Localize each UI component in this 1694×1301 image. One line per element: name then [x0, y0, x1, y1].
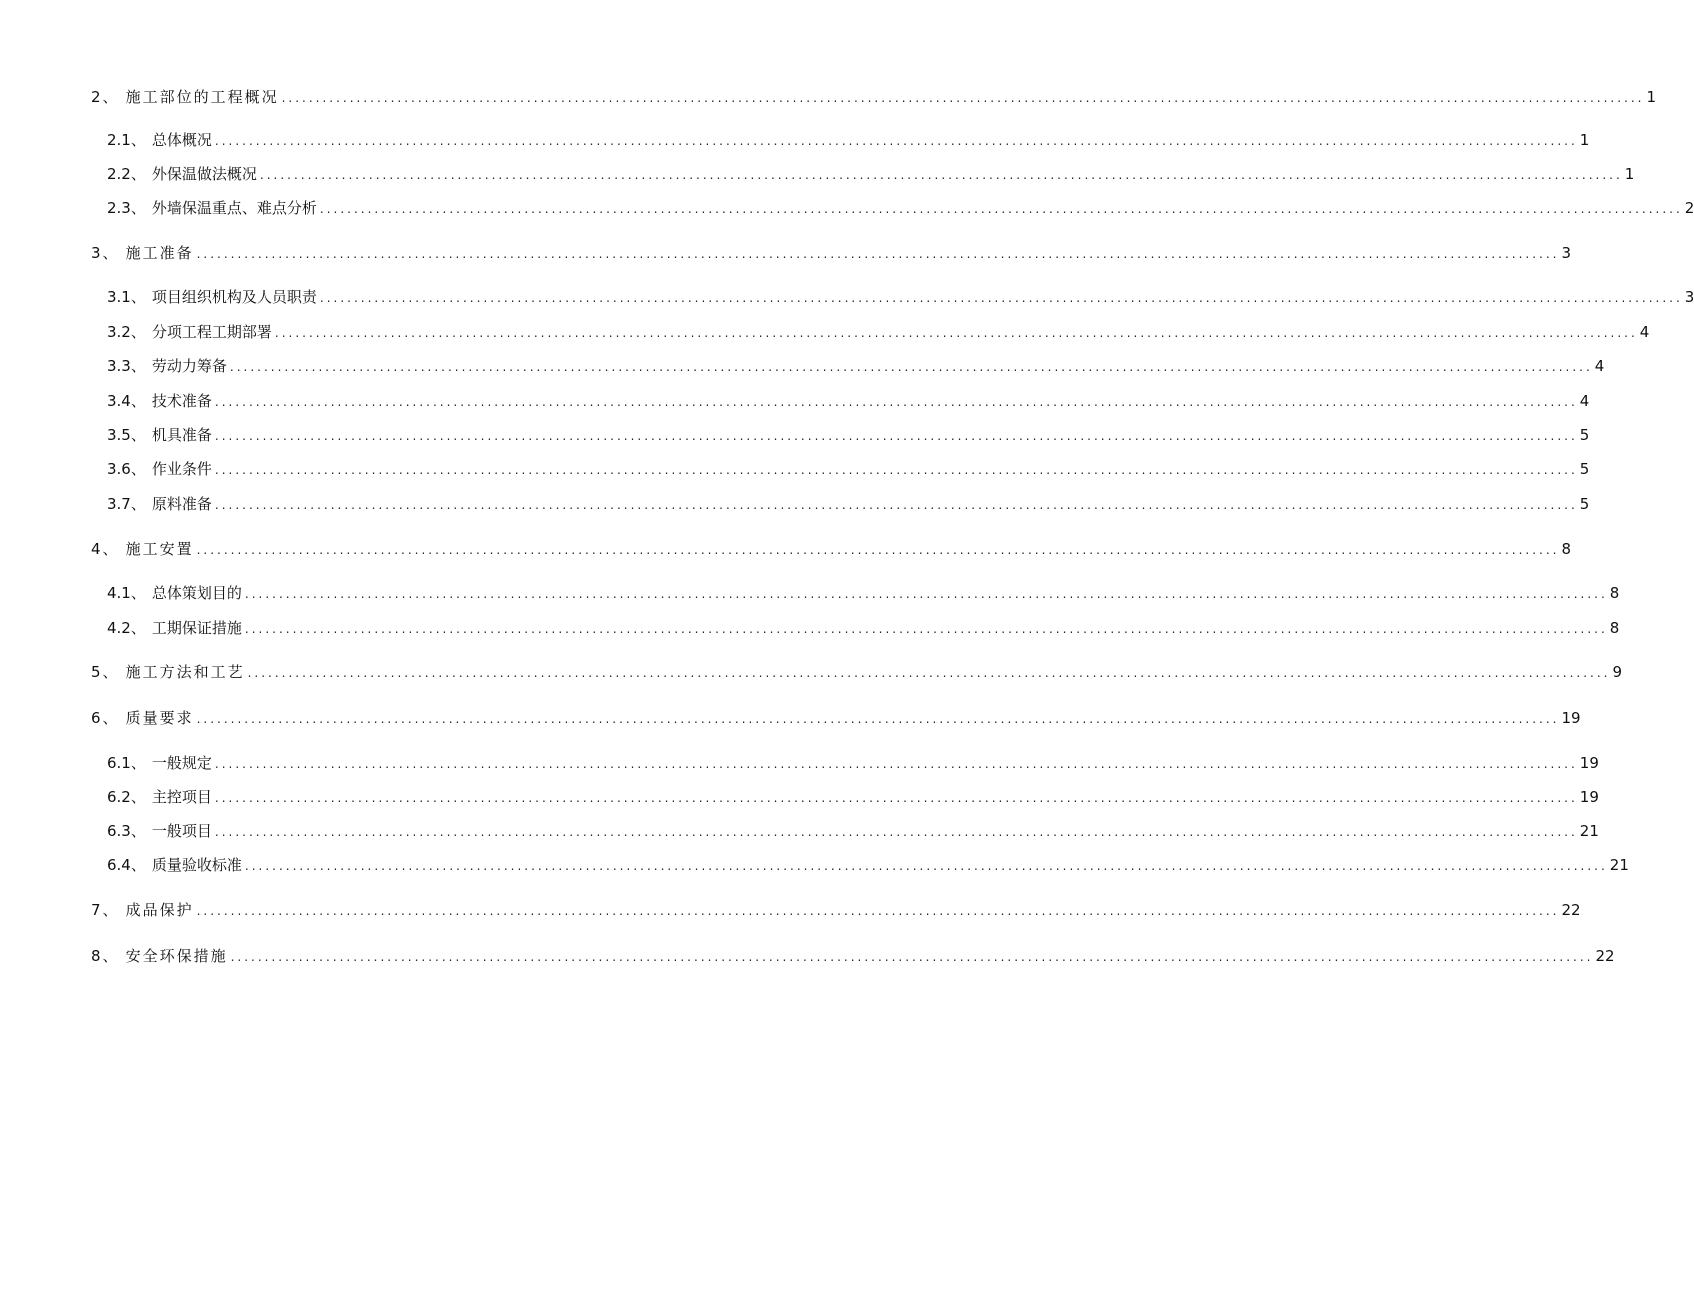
toc-page-number: 1 — [1646, 88, 1657, 106]
toc-page-number: 19 — [1579, 754, 1599, 772]
toc-title: 施工准备 — [125, 244, 194, 262]
toc-separator: 、 — [102, 947, 120, 965]
toc-separator: 、 — [130, 357, 146, 375]
toc-entry[interactable] — [91, 538, 1572, 560]
toc-entry[interactable] — [91, 242, 1572, 264]
toc-number: 3.6 — [107, 460, 131, 478]
toc-leader-dots: ........................................................................................................................................................................................................ — [244, 859, 1608, 873]
toc-page-number: 21 — [1609, 856, 1629, 874]
toc-leader-dots: ........................................................................................................................................................................................................ — [214, 429, 1578, 443]
toc-entry[interactable] — [107, 820, 1599, 842]
toc-leader-dots: ........................................................................................................................................................................................................ — [244, 587, 1608, 601]
toc-leader-dots: ........................................................................................................................................................................................................ — [247, 666, 1611, 680]
toc-leader-dots: ........................................................................................................................................................................................................ — [214, 791, 1578, 805]
toc-page-number: 5 — [1579, 426, 1590, 444]
toc-entry[interactable] — [107, 458, 1590, 480]
toc-number: 6.3 — [107, 822, 131, 840]
toc-entry[interactable] — [107, 321, 1650, 343]
toc-leader-dots: ........................................................................................................................................................................................................ — [196, 247, 1560, 261]
toc-entry[interactable] — [107, 163, 1635, 185]
toc-separator: 、 — [130, 495, 146, 513]
toc-entry[interactable] — [107, 854, 1629, 876]
toc-separator: 、 — [130, 288, 146, 306]
toc-number: 3.2 — [107, 323, 131, 341]
toc-page-number: 8 — [1609, 584, 1620, 602]
toc-separator: 、 — [130, 426, 146, 444]
toc-title: 施工安置 — [125, 540, 194, 558]
toc-leader-dots: ........................................................................................................................................................................................................ — [274, 326, 1638, 340]
toc-entry[interactable] — [107, 424, 1590, 446]
toc-page-number: 9 — [1612, 663, 1623, 681]
toc-page-number: 4 — [1639, 323, 1650, 341]
toc-title: 质量验收标准 — [151, 856, 242, 874]
toc-separator: 、 — [102, 88, 120, 106]
toc-title: 主控项目 — [151, 788, 212, 806]
toc-separator: 、 — [130, 788, 146, 806]
toc-page-number: 4 — [1594, 357, 1605, 375]
toc-title: 安全环保措施 — [125, 947, 228, 965]
toc-entry[interactable] — [107, 582, 1620, 604]
toc-number: 2 — [91, 88, 103, 106]
toc-page-number: 4 — [1579, 392, 1590, 410]
toc-leader-dots: ........................................................................................................................................................................................................ — [214, 463, 1578, 477]
toc-leader-dots: ........................................................................................................................................................................................................ — [214, 757, 1578, 771]
toc-page-number: 22 — [1595, 947, 1615, 965]
toc-number: 6.1 — [107, 754, 131, 772]
toc-title: 机具准备 — [151, 426, 212, 444]
toc-separator: 、 — [130, 199, 146, 217]
toc-page-number: 22 — [1561, 901, 1581, 919]
toc-entry[interactable] — [91, 661, 1623, 683]
toc-number: 6 — [91, 709, 103, 727]
toc-number: 2.2 — [107, 165, 131, 183]
toc-number: 3 — [91, 244, 103, 262]
toc-separator: 、 — [102, 663, 120, 681]
toc-title: 总体概况 — [151, 131, 212, 149]
toc-title: 外保温做法概况 — [151, 165, 257, 183]
toc-title: 作业条件 — [151, 460, 212, 478]
toc-page-number: 3 — [1561, 244, 1572, 262]
toc-title: 施工部位的工程概况 — [125, 88, 279, 106]
toc-page-number: 1 — [1624, 165, 1635, 183]
toc-number: 3.4 — [107, 392, 131, 410]
toc-leader-dots: ........................................................................................................................................................................................................ — [319, 291, 1683, 305]
toc-leader-dots: ........................................................................................................................................................................................................ — [229, 360, 1593, 374]
toc-entry[interactable] — [91, 945, 1615, 967]
toc-number: 4.2 — [107, 619, 131, 637]
toc-entry[interactable] — [107, 617, 1620, 639]
toc-number: 3.3 — [107, 357, 131, 375]
toc-title: 原料准备 — [151, 495, 212, 513]
toc-leader-dots: ........................................................................................................................................................................................................ — [196, 543, 1560, 557]
toc-page-number: 3 — [1684, 288, 1694, 306]
toc-leader-dots: ........................................................................................................................................................................................................ — [214, 134, 1578, 148]
toc-entry[interactable] — [91, 86, 1657, 108]
toc-number: 2.1 — [107, 131, 131, 149]
toc-page-number: 19 — [1561, 709, 1581, 727]
toc-title: 工期保证措施 — [151, 619, 242, 637]
toc-number: 3.7 — [107, 495, 131, 513]
toc-separator: 、 — [102, 901, 120, 919]
toc-separator: 、 — [102, 709, 120, 727]
toc-number: 8 — [91, 947, 103, 965]
toc-title: 成品保护 — [125, 901, 194, 919]
toc-entry[interactable] — [91, 899, 1581, 921]
toc-title: 分项工程工期部署 — [151, 323, 272, 341]
toc-page-number: 19 — [1579, 788, 1599, 806]
toc-number: 6.4 — [107, 856, 131, 874]
toc-leader-dots: ........................................................................................................................................................................................................ — [230, 950, 1594, 964]
toc-separator: 、 — [130, 619, 146, 637]
toc-leader-dots: ........................................................................................................................................................................................................ — [319, 202, 1683, 216]
toc-leader-dots: ........................................................................................................................................................................................................ — [214, 825, 1578, 839]
toc-separator: 、 — [102, 244, 120, 262]
toc-title: 外墙保温重点、难点分析 — [151, 199, 317, 217]
toc-separator: 、 — [130, 131, 146, 149]
toc-entry[interactable] — [91, 707, 1581, 729]
toc-page-number: 2 — [1684, 199, 1694, 217]
toc-separator: 、 — [102, 540, 120, 558]
toc-separator: 、 — [130, 754, 146, 772]
toc-entry[interactable] — [107, 197, 1694, 219]
toc-entry[interactable] — [107, 752, 1599, 774]
toc-page-number: 8 — [1609, 619, 1620, 637]
toc-number: 3.1 — [107, 288, 131, 306]
toc-entry[interactable] — [107, 129, 1590, 151]
toc-title: 总体策划目的 — [151, 584, 242, 602]
toc-page-number: 5 — [1579, 460, 1590, 478]
toc-leader-dots: ........................................................................................................................................................................................................ — [281, 91, 1645, 105]
toc-page-number: 21 — [1579, 822, 1599, 840]
toc-leader-dots: ........................................................................................................................................................................................................ — [196, 904, 1560, 918]
toc-separator: 、 — [130, 822, 146, 840]
toc-separator: 、 — [130, 165, 146, 183]
toc-number: 7 — [91, 901, 103, 919]
toc-number: 4.1 — [107, 584, 131, 602]
toc-title: 一般项目 — [151, 822, 212, 840]
toc-leader-dots: ........................................................................................................................................................................................................ — [214, 395, 1578, 409]
toc-separator: 、 — [130, 392, 146, 410]
toc-number: 5 — [91, 663, 103, 681]
toc-title: 劳动力筹备 — [151, 357, 227, 375]
toc-title: 质量要求 — [125, 709, 194, 727]
toc-entry[interactable] — [107, 390, 1590, 412]
toc-leader-dots: ........................................................................................................................................................................................................ — [259, 168, 1623, 182]
toc-number: 6.2 — [107, 788, 131, 806]
toc-title: 项目组织机构及人员职责 — [151, 288, 317, 306]
toc-leader-dots: ........................................................................................................................................................................................................ — [244, 622, 1608, 636]
toc-entry[interactable] — [107, 355, 1605, 377]
toc-number: 3.5 — [107, 426, 131, 444]
toc-separator: 、 — [130, 856, 146, 874]
toc-separator: 、 — [130, 460, 146, 478]
toc-title: 技术准备 — [151, 392, 212, 410]
toc-entry[interactable] — [107, 786, 1599, 808]
toc-page-number: 8 — [1561, 540, 1572, 558]
toc-page-number: 1 — [1579, 131, 1590, 149]
toc-leader-dots: ........................................................................................................................................................................................................ — [214, 498, 1578, 512]
toc-entry[interactable] — [107, 286, 1694, 308]
toc-title: 施工方法和工艺 — [125, 663, 245, 681]
toc-separator: 、 — [130, 584, 146, 602]
toc-number: 4 — [91, 540, 103, 558]
toc-page-number: 5 — [1579, 495, 1590, 513]
toc-separator: 、 — [130, 323, 146, 341]
toc-entry[interactable] — [107, 493, 1590, 515]
toc-title: 一般规定 — [151, 754, 212, 772]
toc-number: 2.3 — [107, 199, 131, 217]
toc-leader-dots: ........................................................................................................................................................................................................ — [196, 712, 1560, 726]
